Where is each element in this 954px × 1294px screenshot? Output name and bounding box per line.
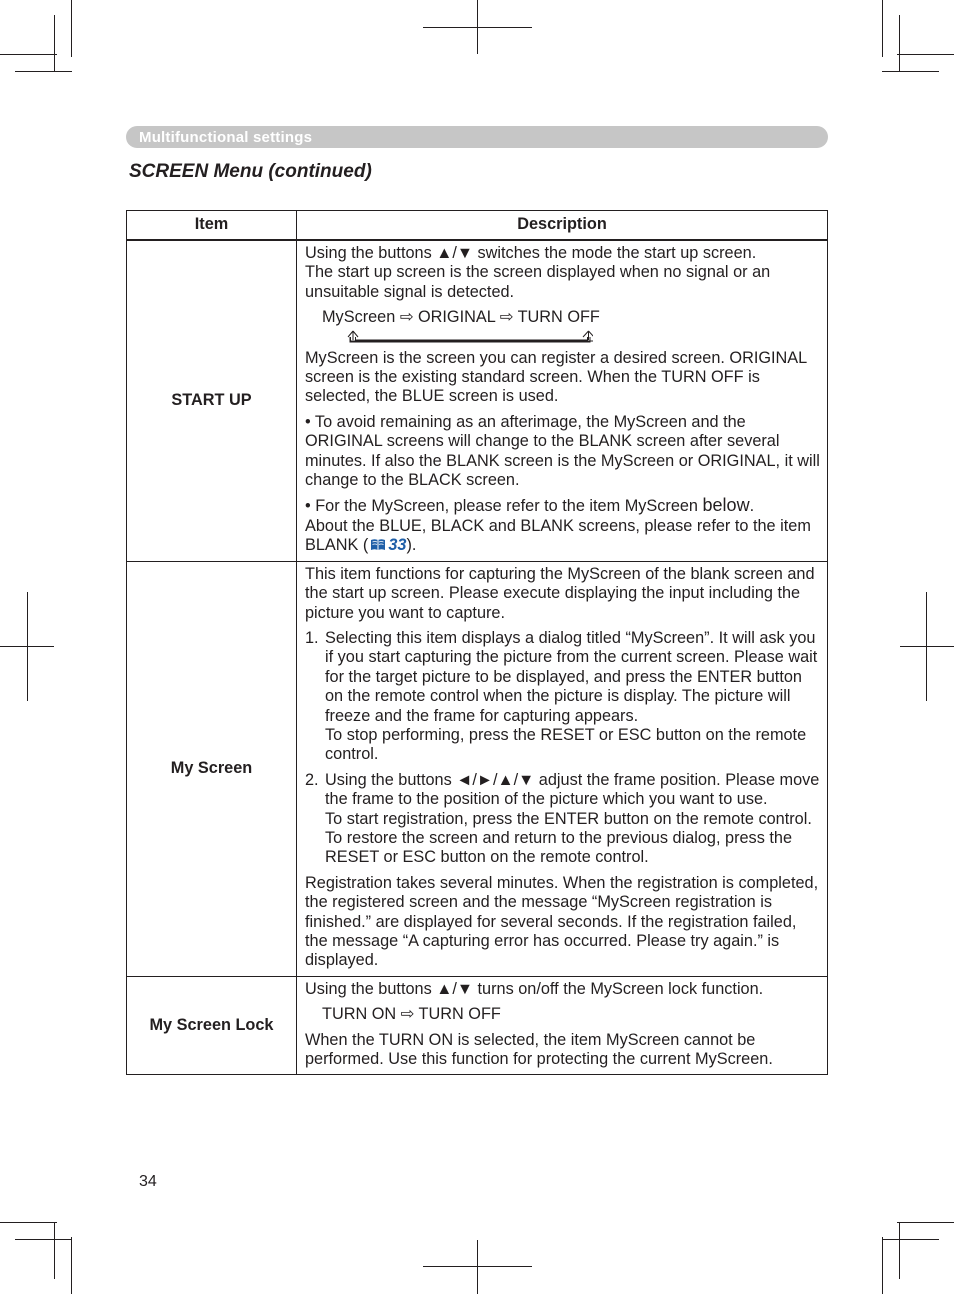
description-text bbox=[305, 496, 820, 516]
table-header-row bbox=[127, 211, 828, 241]
myscreen-reference-text: • For the MyScreen, please refer to the item MyScreen bbox=[305, 497, 698, 516]
blank-reference-text: About the BLUE, BLACK and BLANK screens, please refer to the item BLANK ( bbox=[305, 516, 811, 555]
crop-mark bbox=[477, 1240, 478, 1294]
crop-mark bbox=[0, 1222, 57, 1223]
description-text: When the TURN ON is selected, the item MyScreen cannot be performed. Use this function for protecting the current MyScreen. bbox=[305, 1030, 773, 1069]
crop-mark bbox=[71, 1237, 72, 1294]
step-text: Selecting this item displays a dialog titled “MyScreen”. It will ask you if you start capturing the picture from the current screen. Please wait for the target picture to be displayed, and press the ENTER button on the remote control when the picture is display. The picture will freeze and the frame for capturing appears. bbox=[325, 628, 818, 725]
screen-menu-table bbox=[126, 210, 828, 1075]
table-row-my-screen-lock bbox=[127, 976, 828, 1075]
step-number: 2. bbox=[305, 770, 319, 789]
description-text: MyScreen is the screen you can register a desired screen. ORIGINAL screen is the existing standard screen. When the TURN OFF is selected, the BLUE screen is used. bbox=[305, 348, 807, 406]
crop-mark bbox=[900, 646, 954, 647]
page-number: 34 bbox=[139, 1173, 157, 1190]
crop-mark bbox=[54, 15, 55, 72]
description-cell bbox=[297, 976, 828, 1075]
crop-mark bbox=[897, 1222, 954, 1223]
description-text: Using the buttons ▲/▼ switches the mode the start up screen. bbox=[305, 244, 757, 262]
section-header-bar bbox=[126, 126, 828, 148]
description-text: Registration takes several minutes. When the registration is completed, the registered screen and the message “MyScreen registration is finished.” are displayed for several seconds. If the registration failed, the message “A capturing error has occurred. Please try again.” is displayed. bbox=[305, 873, 819, 970]
table-row-start-up bbox=[127, 240, 828, 561]
crop-mark bbox=[54, 1222, 55, 1279]
table-row-my-screen bbox=[127, 561, 828, 976]
item-cell: My Screen Lock bbox=[127, 976, 297, 1075]
mode-cycle-text: MyScreen ⇨ ORIGINAL ⇨ TURN OFF bbox=[322, 308, 600, 327]
closing-paren-text: ). bbox=[406, 536, 417, 555]
description-text: This item functions for capturing the MyScreen of the blank screen and the start up screen. Please execute displaying the input including the picture you want to capture. bbox=[305, 564, 815, 622]
crop-mark bbox=[15, 1239, 72, 1240]
crop-mark bbox=[882, 1237, 883, 1294]
step-subtext: To stop performing, press the RESET or ESC button on the remote control. bbox=[325, 725, 807, 764]
description-text: • To avoid remaining as an afterimage, the MyScreen and the ORIGINAL screens will change to the BLANK screen after several minutes. If also the BLANK screen is the MyScreen or ORIGINAL, it will change to the BLACK screen. bbox=[305, 412, 820, 490]
description-text bbox=[305, 517, 820, 556]
step-number: 1. bbox=[305, 628, 319, 647]
period-text: . bbox=[749, 497, 755, 516]
page-title: SCREEN Menu (continued) bbox=[129, 161, 372, 182]
item-cell: START UP bbox=[127, 240, 297, 561]
step-text: Using the buttons ◄/►/▲/▼ adjust the frame position. Please move the frame to the position of the picture which you want to use. bbox=[325, 770, 820, 809]
crop-mark bbox=[15, 71, 72, 72]
list-item bbox=[305, 629, 820, 765]
crop-mark bbox=[899, 1222, 900, 1279]
column-header-item: Item bbox=[127, 211, 297, 241]
column-header-description: Description bbox=[297, 211, 828, 241]
book-icon bbox=[370, 538, 386, 552]
crop-mark bbox=[897, 54, 954, 55]
crop-mark bbox=[882, 0, 883, 57]
description-text: Using the buttons ▲/▼ turns on/off the MyScreen lock function. bbox=[305, 979, 764, 998]
crop-mark bbox=[423, 27, 532, 28]
description-cell bbox=[297, 561, 828, 976]
crop-mark bbox=[0, 646, 54, 647]
step-subtext: To start registration, press the ENTER button on the remote control. bbox=[325, 809, 812, 828]
crop-mark bbox=[71, 0, 72, 57]
crop-mark bbox=[882, 1239, 939, 1240]
loop-arrow-icon bbox=[333, 329, 593, 343]
step-list bbox=[305, 629, 820, 868]
item-cell: My Screen bbox=[127, 561, 297, 976]
description-cell bbox=[297, 240, 828, 561]
below-reference-link[interactable]: below bbox=[702, 495, 750, 516]
step-subtext: To restore the screen and return to the previous dialog, press the RESET or ESC button on the remote control. bbox=[325, 828, 792, 867]
section-label: Multifunctional settings bbox=[139, 129, 313, 146]
mode-cycle-text: TURN ON ⇨ TURN OFF bbox=[322, 1005, 501, 1024]
description-text: The start up screen is the screen displayed when no signal or an unsuitable signal is detected. bbox=[305, 263, 771, 301]
crop-mark bbox=[423, 1266, 532, 1267]
page-reference-link[interactable]: 33 bbox=[388, 536, 407, 555]
crop-mark bbox=[899, 15, 900, 72]
list-item bbox=[305, 771, 820, 868]
crop-mark bbox=[882, 71, 939, 72]
crop-mark bbox=[0, 54, 57, 55]
